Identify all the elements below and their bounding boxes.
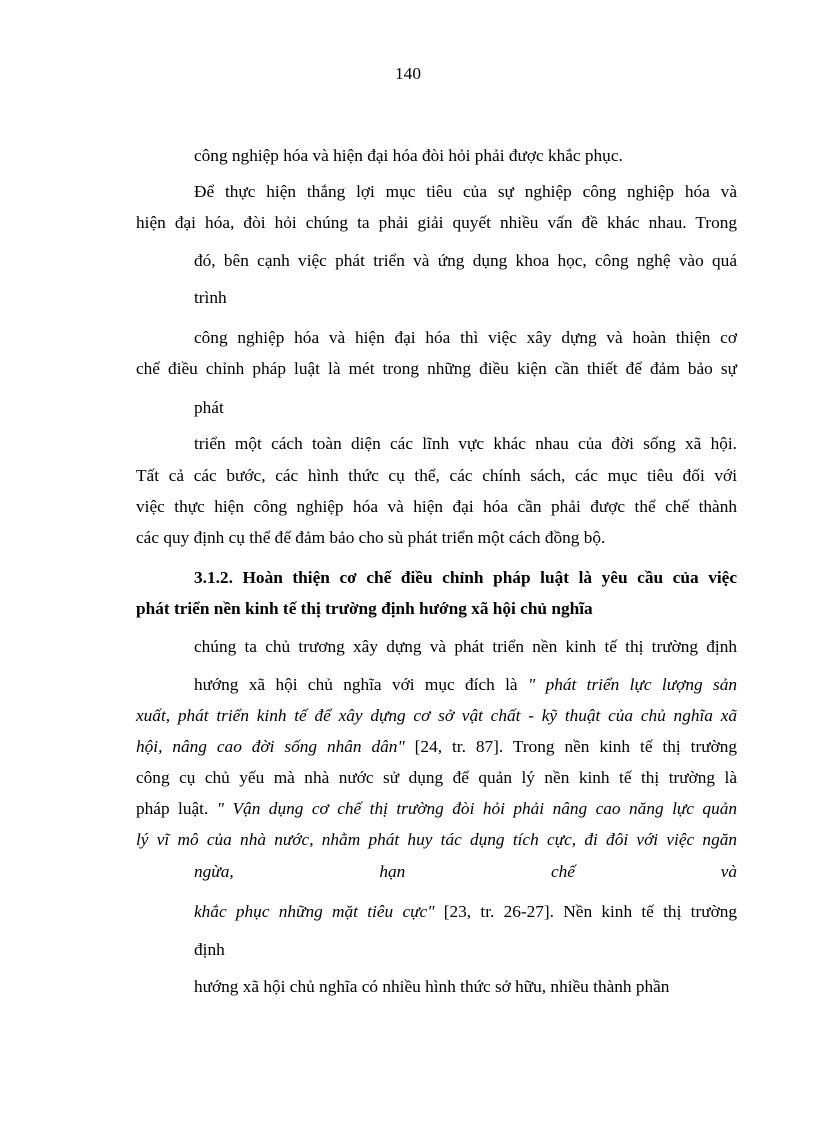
text-line: định bbox=[194, 940, 225, 959]
text-line: chúng ta chủ trương xây dựng và phát triển nền kinh tế thị trường định bbox=[194, 637, 737, 656]
section-heading-line-1: 3.1.2. Hoàn thiện cơ chế điều chỉnh pháp luật là yêu cầu của việc bbox=[194, 568, 737, 587]
text-line bbox=[136, 799, 737, 819]
text-line: Tất cả các bước, các hình thức cụ thể, các chính sách, các mục tiêu đối với bbox=[136, 466, 737, 485]
text-line: chế điều chỉnh pháp luật là mét trong những điều kiện cần thiết để đảm bảo sự bbox=[136, 359, 737, 378]
text-line: các quy định cụ thể để đảm bảo cho sù phát triển một cách đồng bộ. bbox=[136, 528, 606, 547]
page-number: 140 bbox=[395, 64, 421, 83]
quote-word: chế bbox=[551, 862, 575, 881]
spread-quote-line bbox=[194, 862, 737, 882]
quote-line: xuất, phát triển kinh tế để xây dựng cơ sở vật chất - kỹ thuật của chủ nghĩa xã bbox=[136, 706, 737, 725]
text-line: đó, bên cạnh việc phát triển và ứng dụng khoa học, công nghệ vào quá bbox=[194, 251, 737, 270]
quote-line: lý vĩ mô của nhà nước, nhằm phát huy tác dụng tích cực, đi đôi với việc ngăn bbox=[136, 830, 737, 849]
quote-word: hạn bbox=[379, 862, 406, 881]
text-line: hiện đại hóa, đòi hỏi chúng ta phải giải quyết nhiều vấn đề khác nhau. Trong bbox=[136, 213, 737, 232]
text-run: [24, tr. 87]. Trong nền kinh tế thị trường bbox=[404, 737, 737, 756]
quote-run: " Vận dụng cơ chế thị trường đòi hỏi phải nâng cao năng lực quản bbox=[216, 799, 737, 818]
text-line bbox=[194, 902, 737, 922]
text-line: phát bbox=[194, 398, 224, 417]
text-line: trình bbox=[194, 288, 227, 307]
quote-word: ngừa, bbox=[194, 862, 234, 881]
text-line: triển một cách toàn diện các lĩnh vực khác nhau của đời sống xã hội. bbox=[194, 434, 737, 453]
text-line: Để thực hiện thắng lợi mục tiêu của sự nghiệp công nghiệp hóa và bbox=[194, 182, 737, 201]
text-line bbox=[194, 675, 737, 695]
quote-run: khắc phục những mặt tiêu cực" bbox=[194, 902, 435, 921]
quote-run: " phát triển lực lượng sản bbox=[527, 675, 737, 694]
text-run: hướng xã hội chủ nghĩa với mục đích là bbox=[194, 675, 528, 694]
text-line: hướng xã hội chủ nghĩa có nhiều hình thức sở hữu, nhiều thành phần bbox=[194, 977, 670, 996]
text-line: công nghiệp hóa và hiện đại hóa đòi hỏi phải được khắc phục. bbox=[194, 146, 623, 165]
text-run: [23, tr. 26-27]. Nền kinh tế thị trường bbox=[434, 902, 737, 921]
quote-word: và bbox=[720, 862, 737, 881]
text-line bbox=[136, 737, 737, 757]
text-line: việc thực hiện công nghiệp hóa và hiện đại hóa cần phải được thể chế thành bbox=[136, 497, 737, 516]
text-line: công nghiệp hóa và hiện đại hóa thì việc xây dựng và hoàn thiện cơ bbox=[194, 328, 737, 347]
quote-run: hội, nâng cao đời sống nhân dân" bbox=[136, 737, 405, 756]
section-heading-line-2: phát triển nền kinh tế thị trường định hướng xã hội chủ nghĩa bbox=[136, 599, 593, 618]
text-run: pháp luật. bbox=[136, 799, 217, 818]
text-line: công cụ chủ yếu mà nhà nước sử dụng để quản lý nền kinh tế thị trường là bbox=[136, 768, 737, 787]
